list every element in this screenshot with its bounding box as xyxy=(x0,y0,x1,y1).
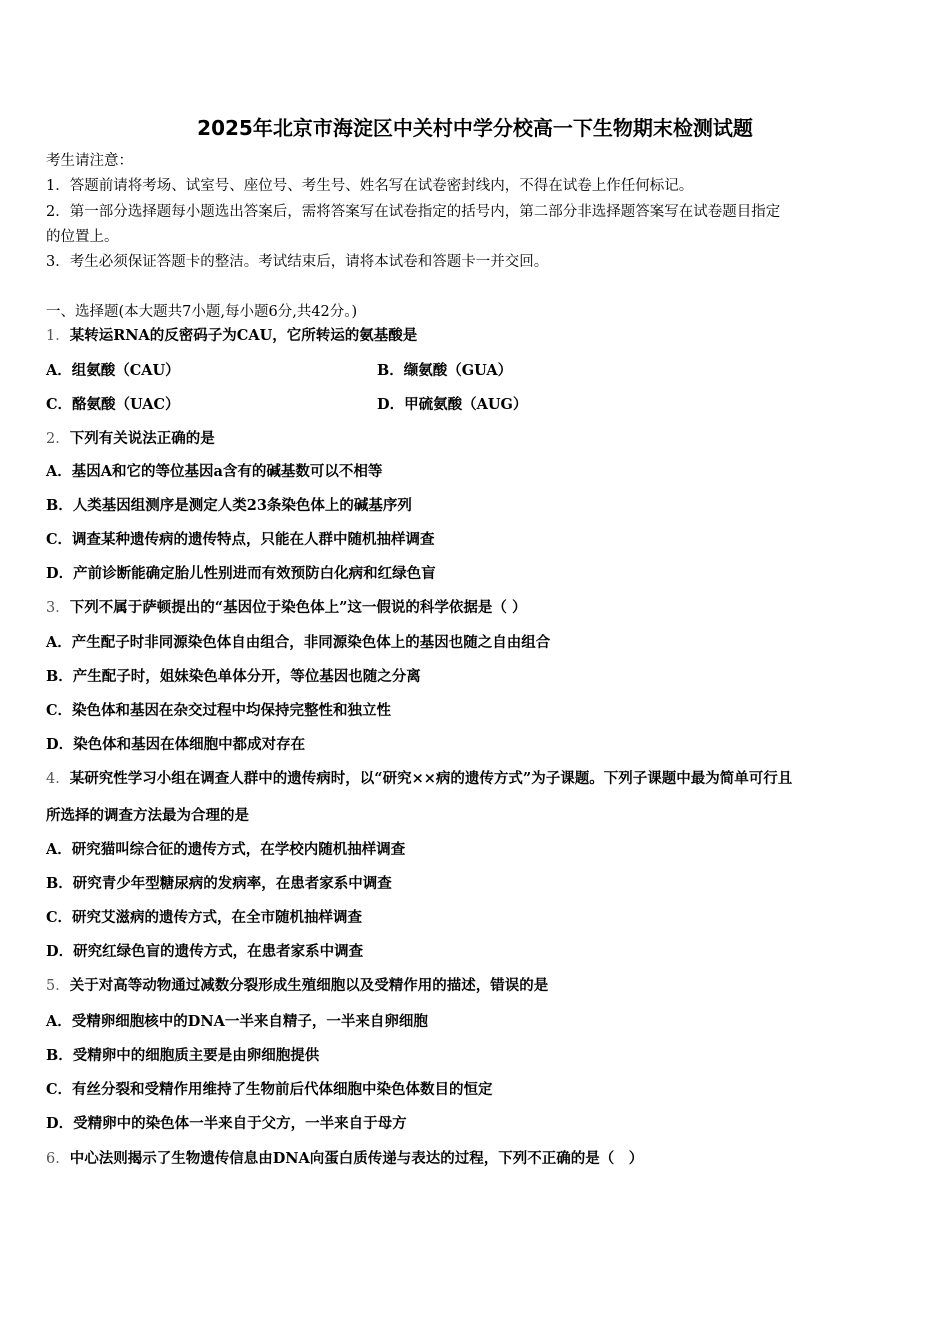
question-text: 下列不属于萨顿提出的“基因位于染色体上”这一假说的科学依据是（ ） xyxy=(69,599,527,616)
question-number: 3． xyxy=(46,600,70,616)
question-2-stem xyxy=(46,429,215,449)
question-number: 4． xyxy=(46,771,70,787)
question-text: 某转运RNA的反密码子为CAU，它所转运的氨基酸是 xyxy=(69,327,418,344)
option-c[interactable]: C．有丝分裂和受精作用维持了生物前后代体细胞中染色体数目的恒定 xyxy=(46,1081,493,1098)
option-a[interactable]: A．基因A和它的等位基因a含有的碱基数可以不相等 xyxy=(46,463,383,480)
question-1-stem xyxy=(46,326,417,346)
notice-item: 3．考生必须保证答题卡的整洁。考试结束后，请将本试卷和答题卡一并交回。 xyxy=(46,254,549,270)
option-b[interactable]: B．受精卵中的细胞质主要是由卵细胞提供 xyxy=(46,1047,320,1064)
question-text: 下列有关说法正确的是 xyxy=(69,430,215,447)
option-b[interactable]: B．研究青少年型糖尿病的发病率，在患者家系中调查 xyxy=(46,875,392,892)
question-text: 关于对高等动物通过减数分裂形成生殖细胞以及受精作用的描述，错误的是 xyxy=(69,977,549,994)
option-a[interactable]: A．研究猫叫综合征的遗传方式，在学校内随机抽样调查 xyxy=(46,841,406,858)
question-6-stem xyxy=(46,1149,643,1169)
option-b[interactable]: B．产生配子时，姐妹染色单体分开，等位基因也随之分离 xyxy=(46,668,421,685)
option-b[interactable]: B．缬氨酸（GUA） xyxy=(377,362,513,379)
question-number: 6． xyxy=(46,1151,70,1167)
question-3-stem xyxy=(46,598,526,618)
question-4-stem-cont: 所选择的调查方法最为合理的是 xyxy=(46,807,249,824)
notice-item: 2．第一部分选择题每小题选出答案后，需将答案写在试卷指定的括号内，第二部分非选择题答案写在试卷题目指定 xyxy=(46,204,781,220)
option-c[interactable]: C．染色体和基因在杂交过程中均保持完整性和独立性 xyxy=(46,702,392,719)
question-number: 1． xyxy=(46,328,70,344)
page-title: 2025年北京市海淀区中关村中学分校高一下生物期末检测试题 xyxy=(197,116,753,140)
question-text: 中心法则揭示了生物遗传信息由DNA向蛋白质传递与表达的过程，下列不正确的是（ ） xyxy=(69,1150,644,1167)
question-5-stem xyxy=(46,976,548,996)
question-4-stem xyxy=(46,769,792,789)
question-text: 某研究性学习小组在调查人群中的遗传病时，以“研究××病的遗传方式”为子课题。下列子课题中最为简单可行且 xyxy=(69,770,793,787)
option-a[interactable]: A．产生配子时非同源染色体自由组合，非同源染色体上的基因也随之自由组合 xyxy=(46,634,551,651)
option-a[interactable]: A．组氨酸（CAU） xyxy=(46,362,180,379)
option-a[interactable]: A．受精卵细胞核中的DNA一半来自精子，一半来自卵细胞 xyxy=(46,1013,428,1030)
option-d[interactable]: D．受精卵中的染色体一半来自于父方，一半来自于母方 xyxy=(46,1115,407,1132)
option-d[interactable]: D．研究红绿色盲的遗传方式，在患者家系中调查 xyxy=(46,943,364,960)
option-d[interactable]: D．染色体和基因在体细胞中都成对存在 xyxy=(46,736,306,753)
option-c[interactable]: C．调查某种遗传病的遗传特点，只能在人群中随机抽样调查 xyxy=(46,531,435,548)
question-number: 5． xyxy=(46,978,70,994)
notice-heading: 考生请注意： xyxy=(46,153,133,169)
option-b[interactable]: B．人类基因组测序是测定人类23条染色体上的碱基序列 xyxy=(46,497,412,514)
option-d[interactable]: D．甲硫氨酸（AUG） xyxy=(377,396,528,413)
section-heading: 一、选择题(本大题共7小题,每小题6分,共42分。) xyxy=(46,304,358,320)
option-d[interactable]: D．产前诊断能确定胎儿性别进而有效预防白化病和红绿色盲 xyxy=(46,565,436,582)
option-c[interactable]: C．酪氨酸（UAC） xyxy=(46,396,180,413)
question-number: 2． xyxy=(46,431,70,447)
notice-item: 的位置上。 xyxy=(46,229,119,245)
option-c[interactable]: C．研究艾滋病的遗传方式，在全市随机抽样调查 xyxy=(46,909,363,926)
notice-item: 1．答题前请将考场、试室号、座位号、考生号、姓名写在试卷密封线内，不得在试卷上作任何标记。 xyxy=(46,178,694,194)
